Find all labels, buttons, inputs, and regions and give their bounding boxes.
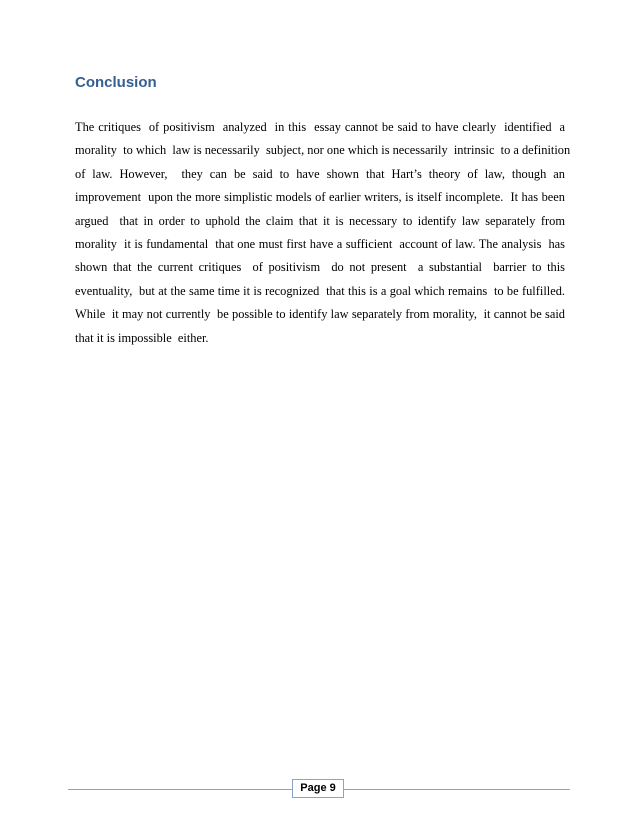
paragraph-line: morality to which law is necessarily subject, nor one which is necessarily intrinsic to a definition [75, 143, 571, 158]
paragraph-line: While it may not currently be possible to identify law separately from morality, it cannot be said [75, 307, 565, 322]
paragraph-line: of law. However, they can be said to have shown that Hart’s theory of law, though an [75, 166, 565, 181]
paragraph-line: improvement upon the more simplistic models of earlier writers, is itself incomplete. It has been [75, 190, 565, 205]
conclusion-paragraph [75, 116, 571, 350]
footer-rule-right [344, 789, 570, 790]
paragraph-line: The critiques of positivism analyzed in this essay cannot be said to have clearly identified a [75, 120, 565, 134]
footer-rule-left [68, 789, 292, 790]
section-heading: Conclusion [75, 74, 157, 91]
paragraph-line: morality it is fundamental that one must first have a sufficient account of law. The analysis has [75, 237, 565, 252]
page-footer [68, 779, 570, 799]
paragraph-line: eventuality, but at the same time it is recognized that this is a goal which remains to be fulfilled. [75, 283, 565, 298]
paragraph-line: shown that the current critiques of positivism do not present a substantial barrier to this [75, 260, 565, 275]
paragraph-line: argued that in order to uphold the claim that it is necessary to identify law separately from [75, 213, 565, 228]
page-number: Page 9 [292, 779, 344, 798]
paragraph-line: that it is impossible either. [75, 330, 209, 345]
